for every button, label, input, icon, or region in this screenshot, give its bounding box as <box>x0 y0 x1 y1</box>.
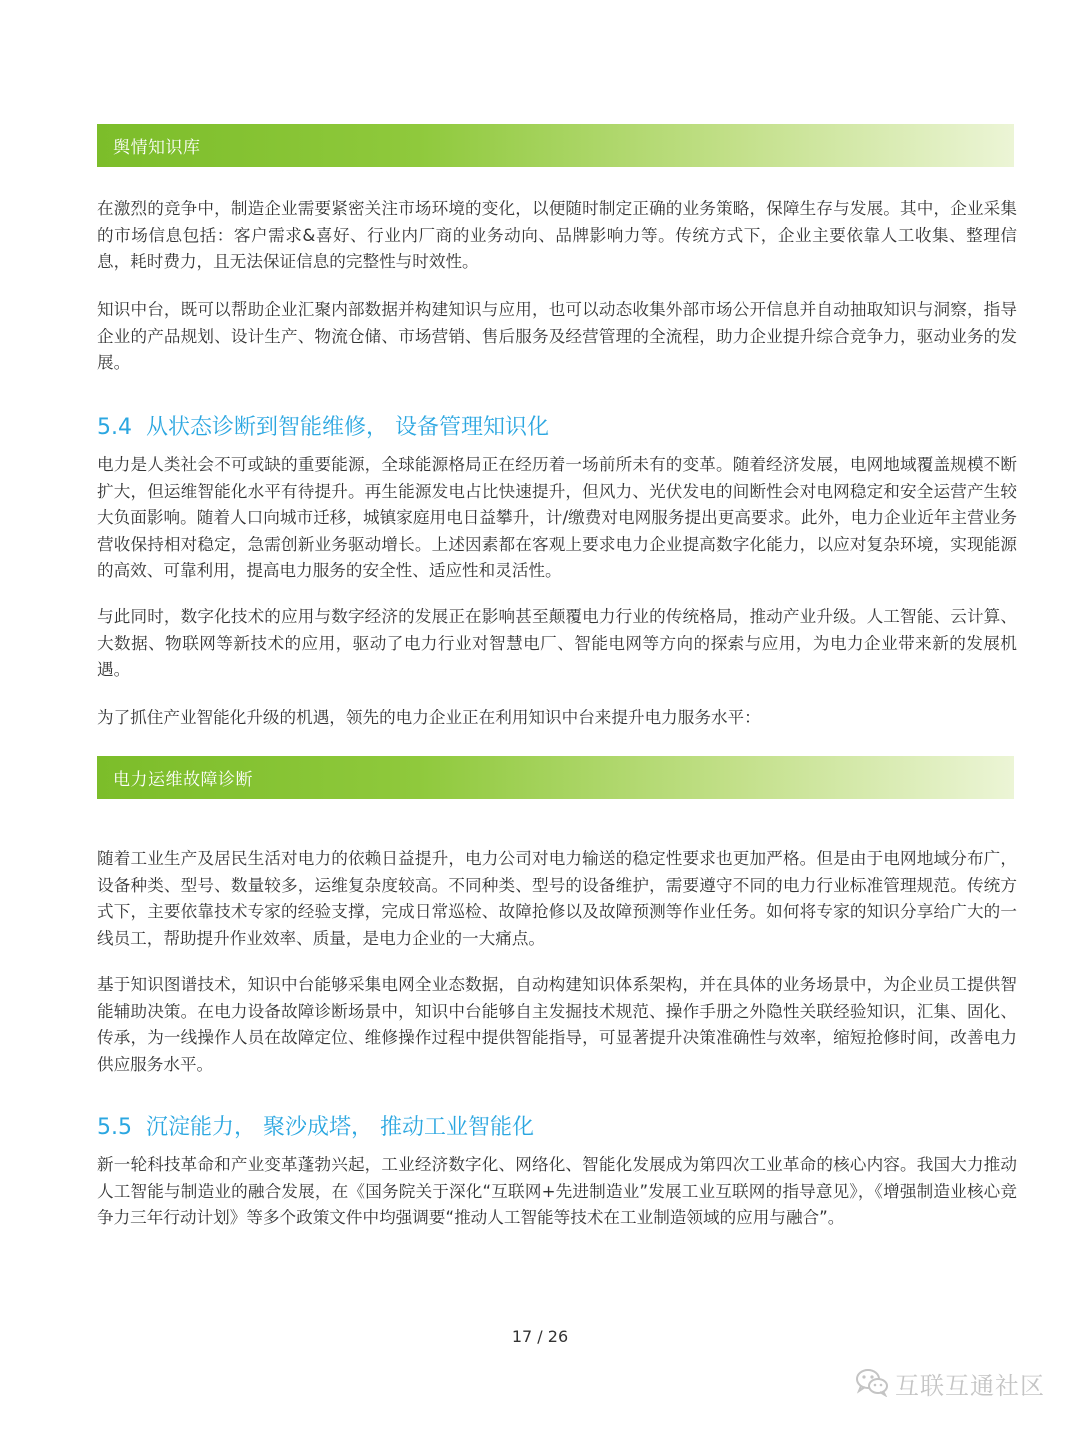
page-number: 17 / 26 <box>511 1327 569 1346</box>
paragraph: 电力是人类社会不可或缺的重要能源，全球能源格局正在经历着一场前所未有的变革。随着经济发展，电网地域覆盖规模不断扩大，但运维智能化水平有待提升。再生能源发电占比快速提升，但风力、光伏发电的间断性会对电网稳定和安全运营产生较大负面影响。随着人口向城市迁移，城镇家庭用电日益攀升，计/缴费对电网服务提出更高要求。此外，电力企业近年主营业务营收保持相对稳定，急需创新业务驱动增长。上述因素都在客观上要求电力企业提高数字化能力，以应对复杂环境，实现能源的高效、可靠利用，提高电力服务的安全性、适应性和灵活性。 <box>97 455 1017 580</box>
paragraph: 为了抓住产业智能化升级的机遇，领先的电力企业正在利用知识中台来提升电力服务水平： <box>97 708 761 727</box>
section-number: 5.5 <box>97 1115 132 1140</box>
section-heading-5-5 <box>97 1110 534 1141</box>
section-banner-fault-diagnosis <box>97 756 1014 799</box>
section-banner-public-opinion <box>97 124 1014 167</box>
paragraph: 随着工业生产及居民生活对电力的依赖日益提升，电力公司对电力输送的稳定性要求也更加严格。但是由于电网地域分布广，设备种类、型号、数量较多，运维复杂度较高。不同种类、型号的设备维护，需要遵守不同的电力行业标准管理规范。传统方式下，主要依靠技术专家的经验支撑，完成日常巡检、故障抢修以及故障预测等作业任务。如何将专家的知识分享给广大的一线员工，帮助提升作业效率、质量，是电力企业的一大痛点。 <box>97 849 1017 948</box>
banner-title: 舆情知识库 <box>113 138 201 158</box>
paragraph: 知识中台，既可以帮助企业汇聚内部数据并构建知识与应用，也可以动态收集外部市场公开信息并自动抽取知识与洞察，指导企业的产品规划、设计生产、物流仓储、市场营销、售后服务及经营管理的全流程，助力企业提升综合竞争力，驱动业务的发展。 <box>97 300 1017 372</box>
section-number: 5.4 <box>97 415 132 440</box>
paragraph: 基于知识图谱技术，知识中台能够采集电网全业态数据，自动构建知识体系架构，并在具体的业务场景中，为企业员工提供智能辅助决策。在电力设备故障诊断场景中，知识中台能够自主发掘技术规范、操作手册之外隐性关联经验知识，汇集、固化、传承，为一线操作人员在故障定位、维修操作过程中提供智能指导，可显著提升决策准确性与效率，缩短抢修时间，改善电力供应服务水平。 <box>97 975 1017 1074</box>
section-heading-5-4 <box>97 410 549 441</box>
wechat-icon <box>855 1367 895 1401</box>
banner-title: 电力运维故障诊断 <box>113 770 253 790</box>
section-title: 沉淀能力， 聚沙成塔， 推动工业智能化 <box>146 1115 534 1140</box>
paragraph: 新一轮科技革命和产业变革蓬勃兴起，工业经济数字化、网络化、智能化发展成为第四次工业革命的核心内容。我国大力推动人工智能与制造业的融合发展，在《国务院关于深化“互联网+先进制造业”发展工业互联网的指导意见》，《增强制造业核心竞争力三年行动计划》等多个政策文件中均强调要“推动人工智能等技术在工业制造领域的应用与融合”。 <box>97 1155 1017 1227</box>
section-title: 从状态诊断到智能维修， 设备管理知识化 <box>146 415 549 440</box>
paragraph: 与此同时，数字化技术的应用与数字经济的发展正在影响甚至颠覆电力行业的传统格局，推动产业升级。人工智能、云计算、大数据、物联网等新技术的应用，驱动了电力行业对智慧电厂、智能电网等方向的探索与应用，为电力企业带来新的发展机遇。 <box>97 607 1017 679</box>
watermark <box>855 1366 1045 1401</box>
watermark-text: 互联互通社区 <box>895 1372 1045 1400</box>
paragraph: 在激烈的竞争中，制造企业需要紧密关注市场环境的变化，以便随时制定正确的业务策略，保障生存与发展。其中，企业采集的市场信息包括：客户需求&喜好、行业内厂商的业务动向、品牌影响力等。传统方式下，企业主要依靠人工收集、整理信息，耗时费力，且无法保证信息的完整性与时效性。 <box>97 199 1017 271</box>
